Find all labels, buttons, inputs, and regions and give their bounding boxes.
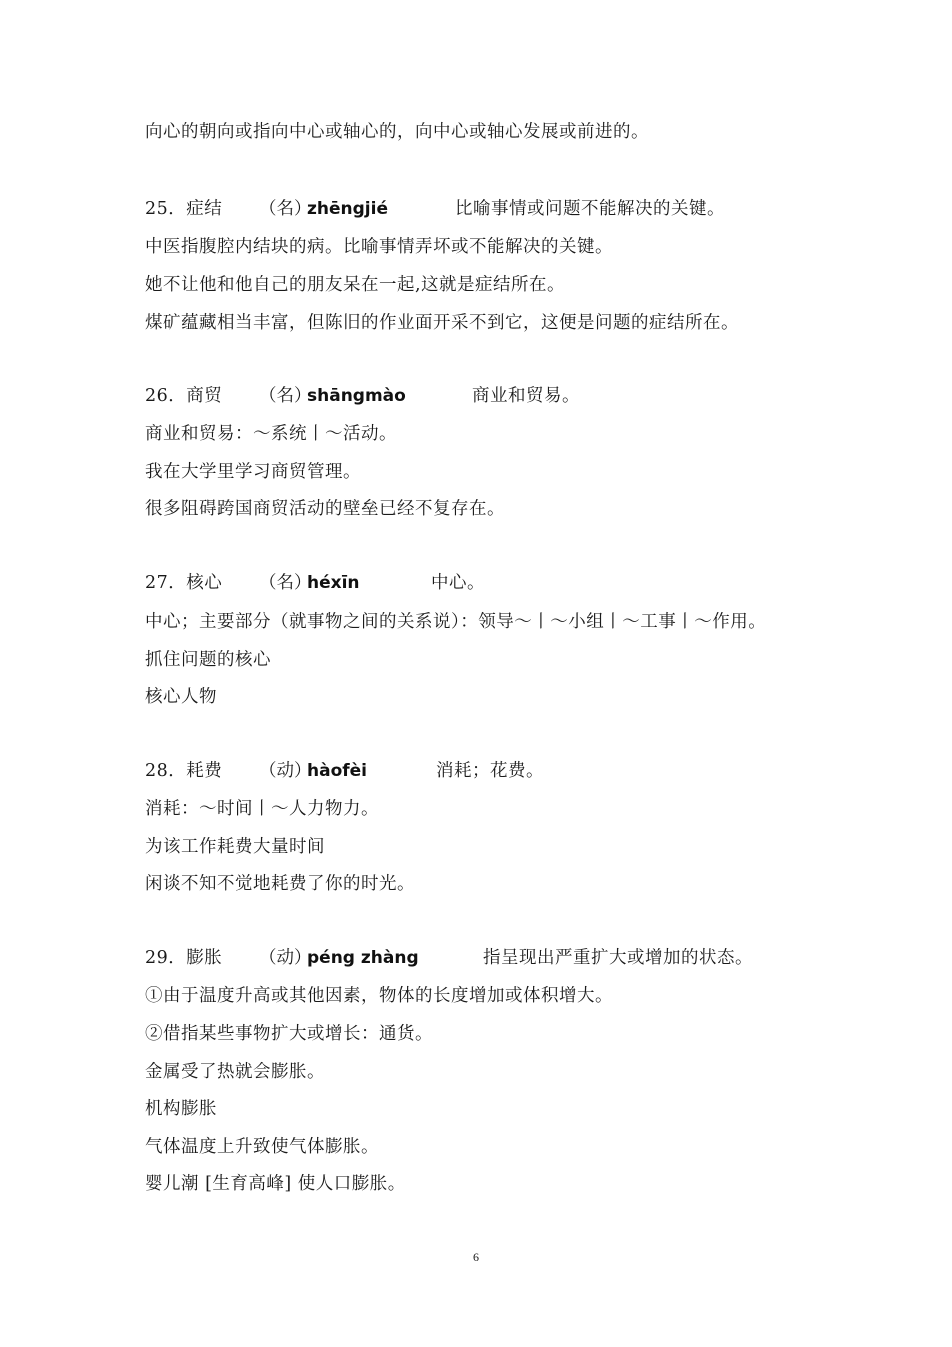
entry-pinyin: zhēngjié [307, 199, 388, 219]
entry-pinyin: péng zhàng [307, 948, 419, 968]
entry-line: ①由于温度升高或其他因素，物体的长度增加或体积增大。 [145, 986, 613, 1006]
entry-part-of-speech: （动） [259, 761, 312, 781]
entry-line: 核心人物 [145, 687, 217, 707]
entry-gloss: 消耗；花费。 [436, 761, 544, 781]
entry-term: 25．症结 [145, 199, 223, 219]
entry-line: 我在大学里学习商贸管理。 [145, 462, 361, 482]
entry-line: 中医指腹腔内结块的病。比喻事情弄坏或不能解决的关键。 [145, 237, 613, 257]
entry-line: 机构膨胀 [145, 1099, 217, 1119]
entry-term: 26．商贸 [145, 386, 223, 406]
entry-part-of-speech: （名） [259, 573, 312, 593]
entry-term: 29．膨胀 [145, 948, 223, 968]
entry-gloss: 商业和贸易。 [472, 386, 580, 406]
intro-line: 向心的朝向或指向中心或轴心的，向中心或轴心发展或前进的。 [145, 122, 649, 142]
entry-line: 消耗：～时间丨～人力物力。 [145, 799, 379, 819]
entry-line: 气体温度上升致使气体膨胀。 [145, 1137, 379, 1157]
page-number: 6 [473, 1250, 479, 1264]
entry-gloss: 中心。 [431, 573, 485, 593]
entry-line: 为该工作耗费大量时间 [145, 837, 325, 857]
entry-line: 商业和贸易：～系统丨～活动。 [145, 424, 397, 444]
entry-line: 煤矿蕴藏相当丰富，但陈旧的作业面开采不到它，这便是问题的症结所在。 [145, 313, 739, 333]
entry-pinyin: hàofèi [307, 761, 368, 781]
entry-line: 闲谈不知不觉地耗费了你的时光。 [145, 874, 415, 894]
entry-gloss: 指呈现出严重扩大或增加的状态。 [483, 948, 753, 968]
entry-line: 她不让他和他自己的朋友呆在一起,这就是症结所在。 [145, 275, 566, 295]
entry-line: 抓住问题的核心 [145, 650, 271, 670]
entry-term: 27．核心 [145, 573, 223, 593]
entry-term: 28．耗费 [145, 761, 223, 781]
entry-pinyin: héxīn [307, 573, 360, 593]
entry-gloss: 比喻事情或问题不能解决的关键。 [455, 199, 725, 219]
entry-part-of-speech: （名） [259, 199, 312, 219]
entry-line: 中心；主要部分（就事物之间的关系说）：领导～丨～小组丨～工事丨～作用。 [145, 612, 767, 632]
entry-part-of-speech: （动） [259, 948, 312, 968]
entry-line: 婴儿潮 [生育高峰] 使人口膨胀。 [145, 1174, 406, 1194]
entry-pinyin: shāngmào [307, 386, 406, 406]
entry-line: 金属受了热就会膨胀。 [145, 1062, 325, 1082]
entry-line: ②借指某些事物扩大或增长：通货。 [145, 1024, 433, 1044]
entry-part-of-speech: （名） [259, 386, 312, 406]
entry-line: 很多阻碍跨国商贸活动的壁垒已经不复存在。 [145, 499, 505, 519]
